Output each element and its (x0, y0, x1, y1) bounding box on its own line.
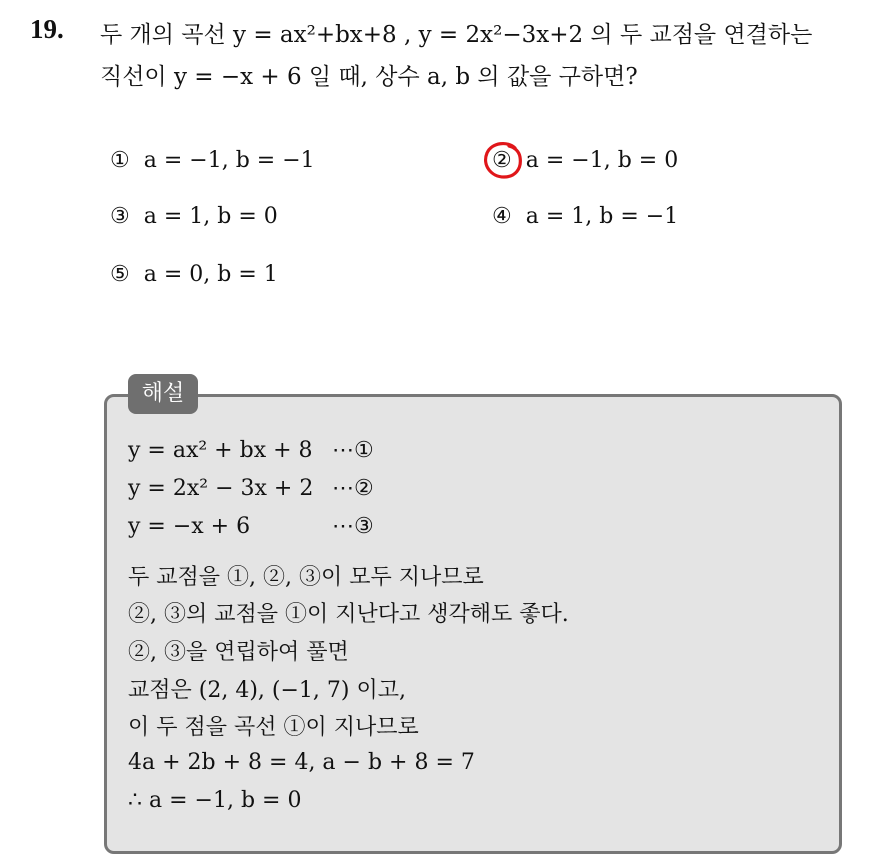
equation-expr: y = −x + 6 (128, 514, 251, 539)
choice-text: a = 0, b = 1 (143, 262, 278, 287)
solution-equation-1 (128, 438, 428, 463)
choice-1[interactable] (110, 148, 315, 173)
choice-number: ② (492, 148, 512, 173)
choice-number: ④ (492, 204, 512, 229)
question-number: 19. (30, 14, 64, 44)
solution-line-2: ②, ③의 교점을 ①이 지난다고 생각해도 좋다. (128, 602, 569, 627)
choice-4[interactable] (492, 204, 678, 229)
equation-ref: ⋯① (332, 438, 374, 463)
choice-number: ③ (110, 204, 130, 229)
choice-text: a = 1, b = −1 (525, 204, 679, 229)
solution-line-5: 이 두 점을 곡선 ①이 지나므로 (128, 715, 419, 740)
solution-line-6: 4a + 2b + 8 = 4, a − b + 8 = 7 (128, 750, 475, 775)
solution-line-7: ∴ a = −1, b = 0 (128, 788, 302, 813)
choice-3[interactable] (110, 204, 278, 229)
solution-equation-2 (128, 476, 428, 501)
question-line-1: 두 개의 곡선 y = ax²+bx+8 , y = 2x²−3x+2 의 두 교점을 연결하는 (100, 22, 813, 48)
choice-text: a = −1, b = −1 (143, 148, 315, 173)
solution-line-4: 교점은 (2, 4), (−1, 7) 이고, (128, 678, 406, 703)
choice-text: a = 1, b = 0 (143, 204, 278, 229)
choice-5[interactable] (110, 262, 278, 287)
solution-line-3: ②, ③을 연립하여 풀면 (128, 640, 349, 665)
choice-text: a = −1, b = 0 (525, 148, 679, 173)
choice-number: ⑤ (110, 262, 130, 287)
choice-number: ① (110, 148, 130, 173)
equation-expr: y = ax² + bx + 8 (128, 438, 313, 463)
solution-equation-3 (128, 514, 428, 539)
equation-ref: ⋯③ (332, 514, 374, 539)
solution-line-1: 두 교점을 ①, ②, ③이 모두 지나므로 (128, 565, 484, 590)
question-line-2: 직선이 y = −x + 6 일 때, 상수 a, b 의 값을 구하면? (100, 64, 638, 90)
solution-tab-label: 해설 (128, 374, 198, 414)
equation-expr: y = 2x² − 3x + 2 (128, 476, 314, 501)
answer-mark-circle (482, 139, 524, 181)
equation-ref: ⋯② (332, 476, 374, 501)
